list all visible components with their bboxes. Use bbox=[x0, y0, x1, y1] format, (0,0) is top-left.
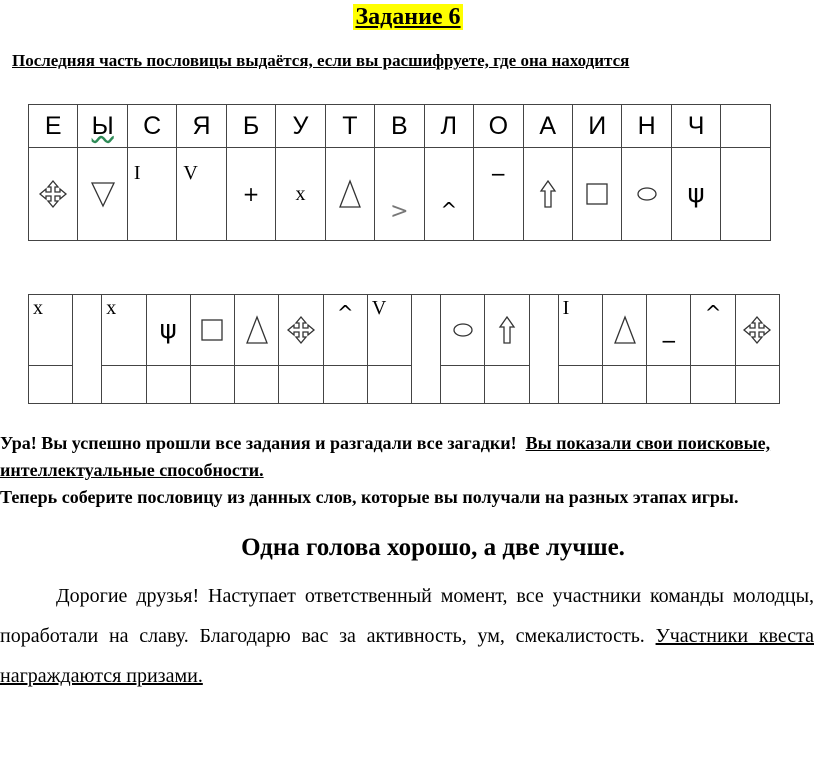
circle-icon bbox=[452, 321, 474, 338]
cipher-symbol-cell bbox=[572, 148, 621, 241]
encoded-symbol-cell bbox=[29, 295, 73, 366]
caret-symbol: ^ bbox=[704, 301, 722, 325]
closing-paragraph: Дорогие друзья! Наступает ответственный момент, все участники команды молодцы, поработали на славу. Благодарю вас за активность, ум, смекалистость. bbox=[0, 585, 814, 647]
cipher-key-table bbox=[28, 104, 771, 241]
caret-symbol: ^ bbox=[440, 198, 458, 222]
answer-letter-cell[interactable] bbox=[691, 366, 735, 404]
proverb: Одна голова хорошо, а две лучше. bbox=[241, 534, 625, 561]
cross-arrows-icon bbox=[286, 321, 316, 338]
congrats-sentence-2: Вы показали свои поисковые, интеллектуальные способности. bbox=[0, 433, 771, 480]
plus-symbol: + bbox=[242, 182, 260, 206]
cross-arrows-icon bbox=[38, 185, 68, 202]
word-gap-cell bbox=[529, 295, 558, 404]
cipher-letter: Ы bbox=[91, 111, 114, 140]
task-title bbox=[0, 4, 816, 31]
answer-letter-cell[interactable] bbox=[102, 366, 146, 404]
cipher-symbol-cell bbox=[177, 148, 226, 241]
cipher-letter: В bbox=[391, 111, 408, 140]
cipher-letter-cell bbox=[424, 105, 473, 148]
caret-symbol: ^ bbox=[336, 301, 354, 325]
cipher-letter: Т bbox=[342, 111, 358, 140]
cipher-letter-cell bbox=[375, 105, 424, 148]
encoded-symbol-cell bbox=[558, 295, 602, 366]
x-symbol: x bbox=[33, 297, 43, 319]
psi-symbol: ψ bbox=[159, 315, 177, 345]
cipher-symbol-cell bbox=[721, 148, 771, 241]
cross-arrows-icon bbox=[742, 321, 772, 338]
cipher-letter: Ч bbox=[687, 111, 705, 140]
answer-letter-cell[interactable] bbox=[235, 366, 279, 404]
answer-letter-cell[interactable] bbox=[323, 366, 367, 404]
triangle-down-icon bbox=[90, 185, 116, 202]
answer-letter-cell[interactable] bbox=[279, 366, 323, 404]
answer-letter-cell[interactable] bbox=[441, 366, 485, 404]
cipher-letter-cell bbox=[276, 105, 325, 148]
cipher-letter: У bbox=[292, 111, 309, 140]
encoded-symbol-cell bbox=[323, 295, 367, 366]
dash-symbol: − bbox=[660, 329, 678, 353]
cipher-symbol-cell bbox=[474, 148, 523, 241]
word-gap-cell bbox=[412, 295, 441, 404]
cipher-letter-cell bbox=[474, 105, 523, 148]
task-title-text: Задание 6 bbox=[355, 4, 461, 30]
task-subtitle: Последняя часть пословицы выдаётся, если вы расшифруете, где она находится bbox=[12, 51, 630, 70]
arrow-up-icon bbox=[498, 321, 516, 338]
encoded-symbol-cell bbox=[602, 295, 646, 366]
cipher-symbol-cell bbox=[226, 148, 275, 241]
cipher-letter: Я bbox=[192, 111, 211, 140]
roman-one-symbol: I bbox=[562, 297, 570, 319]
closing-text bbox=[0, 576, 814, 696]
closing-underlined: Участники квеста награждаются призами. bbox=[0, 625, 814, 687]
answer-letter-cell[interactable] bbox=[735, 366, 779, 404]
x-symbol: x bbox=[106, 297, 117, 319]
cipher-letter-cell bbox=[177, 105, 226, 148]
cipher-letter-cell bbox=[622, 105, 671, 148]
triangle-up-icon bbox=[613, 321, 637, 338]
encoded-symbol-cell bbox=[691, 295, 735, 366]
cipher-symbol-cell bbox=[375, 148, 424, 241]
answer-letter-cell[interactable] bbox=[367, 366, 411, 404]
cipher-letter: Е bbox=[44, 111, 62, 140]
dash-symbol: − bbox=[489, 162, 507, 186]
cipher-symbol-cell bbox=[29, 148, 78, 241]
answer-letter-cell[interactable] bbox=[602, 366, 646, 404]
cipher-letter-cell bbox=[721, 105, 771, 148]
roman-one-symbol: I bbox=[133, 162, 141, 184]
answer-letter-cell[interactable] bbox=[190, 366, 234, 404]
encoded-symbol-cell bbox=[279, 295, 323, 366]
cipher-symbol-cell bbox=[671, 148, 720, 241]
encoded-symbol-cell bbox=[647, 295, 691, 366]
encoded-symbol-cell bbox=[146, 295, 190, 366]
v-symbol: V bbox=[183, 162, 198, 184]
cipher-letter-cell bbox=[523, 105, 572, 148]
cipher-symbol-cell bbox=[325, 148, 374, 241]
cipher-symbol-cell bbox=[622, 148, 671, 241]
answer-letter-cell[interactable] bbox=[146, 366, 190, 404]
encoded-symbols-row bbox=[29, 295, 780, 366]
cipher-letter-cell bbox=[325, 105, 374, 148]
cipher-letter-cell bbox=[572, 105, 621, 148]
word-gap-cell bbox=[73, 295, 102, 404]
cipher-symbols-row bbox=[29, 148, 771, 241]
x-symbol: x bbox=[295, 182, 306, 205]
circle-icon bbox=[636, 185, 658, 202]
congratulations-text bbox=[0, 430, 816, 511]
cipher-symbol-cell bbox=[523, 148, 572, 241]
answer-letter-cell[interactable] bbox=[647, 366, 691, 404]
cipher-symbol-cell bbox=[276, 148, 325, 241]
encoded-symbol-cell bbox=[102, 295, 146, 366]
cipher-symbol-cell bbox=[78, 148, 127, 241]
encoded-symbol-cell bbox=[485, 295, 529, 366]
square-icon bbox=[200, 321, 224, 338]
cipher-letter: С bbox=[143, 111, 162, 140]
encoded-phrase-table bbox=[28, 294, 780, 404]
greater-than-symbol: > bbox=[390, 199, 409, 224]
cipher-symbol-cell bbox=[424, 148, 473, 241]
triangle-up-icon bbox=[338, 185, 362, 202]
cipher-letter-cell bbox=[78, 105, 127, 148]
triangle-up-icon bbox=[245, 321, 269, 338]
answer-letter-cell[interactable] bbox=[558, 366, 602, 404]
cipher-letter: И bbox=[588, 111, 607, 140]
encoded-symbol-cell bbox=[735, 295, 779, 366]
cipher-letters-row bbox=[29, 105, 771, 148]
cipher-letter: Б bbox=[242, 111, 260, 140]
cipher-letter: О bbox=[488, 111, 509, 140]
encoded-symbol-cell bbox=[190, 295, 234, 366]
congrats-instruction: Теперь соберите пословицу из данных слов, которые вы получали на разных этапах игры. bbox=[0, 487, 739, 507]
encoded-symbol-cell bbox=[367, 295, 411, 366]
v-symbol: V bbox=[371, 297, 387, 319]
cipher-letter-cell bbox=[29, 105, 78, 148]
cipher-letter-cell bbox=[127, 105, 176, 148]
cipher-letter-cell bbox=[226, 105, 275, 148]
cipher-letter: Н bbox=[637, 111, 656, 140]
answer-letter-cell[interactable] bbox=[29, 366, 73, 404]
answer-row[interactable] bbox=[29, 366, 780, 404]
arrow-up-icon bbox=[539, 185, 557, 202]
psi-symbol: ψ bbox=[687, 179, 705, 209]
cipher-letter: Л bbox=[440, 111, 458, 140]
encoded-symbol-cell bbox=[441, 295, 485, 366]
encoded-symbol-cell bbox=[235, 295, 279, 366]
answer-letter-cell[interactable] bbox=[485, 366, 529, 404]
cipher-symbol-cell bbox=[127, 148, 176, 241]
square-icon bbox=[585, 185, 609, 202]
congrats-sentence-1: Ура! Вы успешно прошли все задания и разгадали все загадки! bbox=[0, 433, 517, 453]
cipher-letter: А bbox=[539, 111, 557, 140]
cipher-letter-cell bbox=[671, 105, 720, 148]
